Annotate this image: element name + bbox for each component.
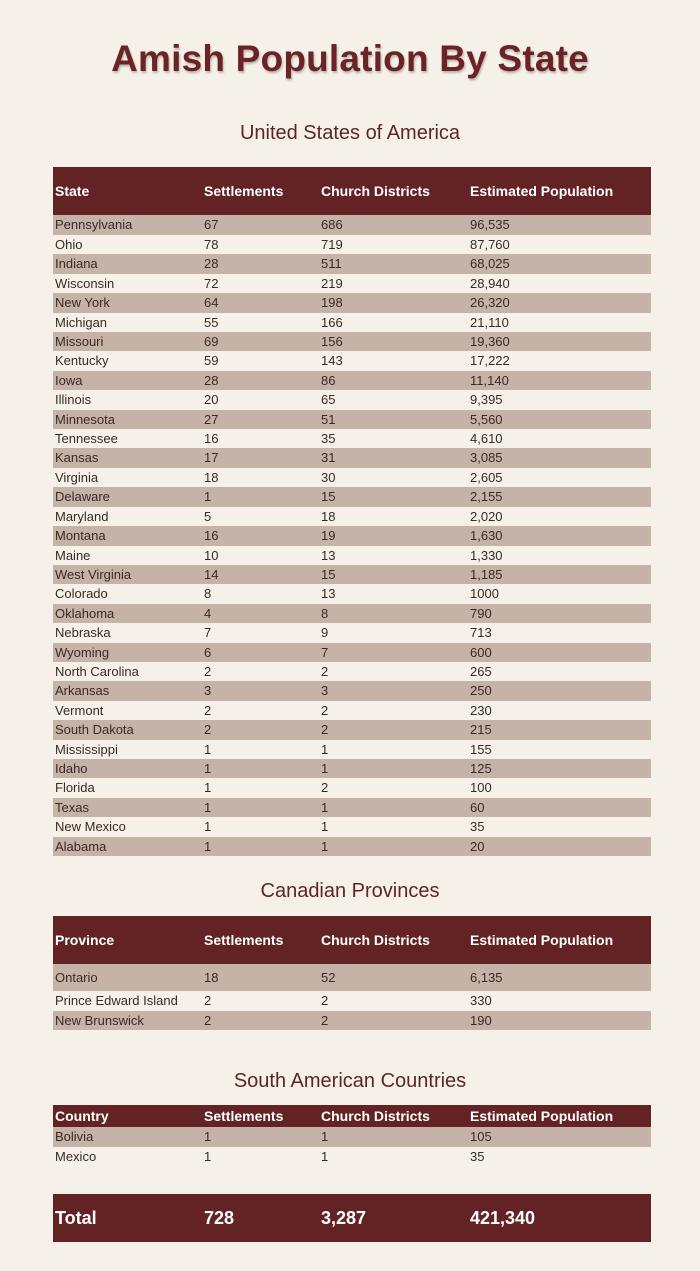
- table-cell: Illinois: [53, 390, 202, 409]
- table-cell: 13: [319, 584, 468, 603]
- table-cell: 10: [202, 546, 319, 565]
- table-cell: 190: [468, 1011, 651, 1031]
- table-row: [53, 817, 651, 836]
- table-row: [53, 964, 651, 991]
- table-cell: 166: [319, 313, 468, 332]
- table-row: [53, 235, 651, 254]
- table-cell: 215: [468, 720, 651, 739]
- table-cell: 2: [202, 662, 319, 681]
- table-row: [53, 565, 651, 584]
- table-row: [53, 720, 651, 739]
- table-cell: 1: [319, 759, 468, 778]
- table-cell: 51: [319, 410, 468, 429]
- table-cell: 1: [319, 837, 468, 856]
- table-cell: Idaho: [53, 759, 202, 778]
- table-cell: 2: [319, 778, 468, 797]
- table-cell: 143: [319, 351, 468, 370]
- table-cell: 330: [468, 991, 651, 1011]
- table-cell: Tennessee: [53, 429, 202, 448]
- table-cell: 686: [319, 215, 468, 235]
- total-row: [53, 1194, 651, 1242]
- table-row: [53, 837, 651, 856]
- table-cell: Maryland: [53, 507, 202, 526]
- table-cell: 86: [319, 371, 468, 390]
- column-header: Province: [53, 916, 202, 964]
- table-cell: Maine: [53, 546, 202, 565]
- table-cell: 1: [319, 1127, 468, 1147]
- table-cell: 60: [468, 798, 651, 817]
- table-cell: 52: [319, 964, 468, 991]
- table-cell: Kansas: [53, 448, 202, 467]
- table-cell: 1: [202, 759, 319, 778]
- table-cell: 6,135: [468, 964, 651, 991]
- table-cell: 18: [319, 507, 468, 526]
- total-church-districts: 3,287: [319, 1194, 468, 1242]
- table-cell: 13: [319, 546, 468, 565]
- table-cell: 1: [202, 487, 319, 506]
- table-cell: 28: [202, 254, 319, 273]
- total-label: Total: [53, 1194, 202, 1242]
- table-cell: 2: [202, 701, 319, 720]
- table-cell: 2: [319, 1011, 468, 1031]
- table-cell: Texas: [53, 798, 202, 817]
- table-cell: 2: [319, 991, 468, 1011]
- table-cell: 17,222: [468, 351, 651, 370]
- usa-section-title: United States of America: [239, 122, 461, 144]
- table-cell: 17: [202, 448, 319, 467]
- table-cell: Colorado: [53, 584, 202, 603]
- column-header: Church Districts: [319, 167, 468, 215]
- table-row: [53, 468, 651, 487]
- total-population: 421,340: [468, 1194, 651, 1242]
- table-row: [53, 526, 651, 545]
- table-row: [53, 448, 651, 467]
- table-cell: 2,020: [468, 507, 651, 526]
- table-cell: 1: [319, 798, 468, 817]
- table-cell: 15: [319, 487, 468, 506]
- table-cell: 219: [319, 274, 468, 293]
- table-cell: 100: [468, 778, 651, 797]
- table-cell: 790: [468, 604, 651, 623]
- table-cell: South Dakota: [53, 720, 202, 739]
- table-row: [53, 759, 651, 778]
- table-cell: 1: [319, 817, 468, 836]
- table-row: [53, 254, 651, 273]
- page-title: Amish Population By State: [111, 38, 589, 79]
- table-cell: Montana: [53, 526, 202, 545]
- table-cell: 20: [202, 390, 319, 409]
- table-cell: 1,330: [468, 546, 651, 565]
- table-cell: 8: [319, 604, 468, 623]
- canada-table-header: [53, 916, 651, 964]
- table-cell: 1,185: [468, 565, 651, 584]
- table-cell: Florida: [53, 778, 202, 797]
- column-header: Church Districts: [319, 916, 468, 964]
- table-cell: 2: [319, 701, 468, 720]
- table-cell: Iowa: [53, 371, 202, 390]
- total-table: [53, 1194, 651, 1242]
- table-cell: Indiana: [53, 254, 202, 273]
- table-cell: 2: [202, 1011, 319, 1031]
- table-cell: Oklahoma: [53, 604, 202, 623]
- table-row: [53, 643, 651, 662]
- table-cell: 7: [319, 643, 468, 662]
- table-row: [53, 623, 651, 642]
- table-cell: 35: [468, 817, 651, 836]
- table-cell: 31: [319, 448, 468, 467]
- table-cell: 1: [202, 740, 319, 759]
- table-cell: 1: [319, 740, 468, 759]
- table-cell: 11,140: [468, 371, 651, 390]
- table-cell: 3: [319, 681, 468, 700]
- table-cell: 21,110: [468, 313, 651, 332]
- table-cell: 59: [202, 351, 319, 370]
- table-cell: 105: [468, 1127, 651, 1147]
- column-header: Estimated Population: [468, 1105, 651, 1127]
- table-cell: 2: [202, 991, 319, 1011]
- table-cell: 5,560: [468, 410, 651, 429]
- table-cell: Minnesota: [53, 410, 202, 429]
- table-row: [53, 332, 651, 351]
- table-row: [53, 662, 651, 681]
- table-cell: 55: [202, 313, 319, 332]
- table-cell: 7: [202, 623, 319, 642]
- table-cell: 2: [319, 720, 468, 739]
- column-header: Settlements: [202, 916, 319, 964]
- table-cell: Arkansas: [53, 681, 202, 700]
- table-cell: 3: [202, 681, 319, 700]
- table-cell: 713: [468, 623, 651, 642]
- table-row: [53, 293, 651, 312]
- table-cell: 14: [202, 565, 319, 584]
- table-cell: 16: [202, 429, 319, 448]
- table-cell: New Brunswick: [53, 1011, 202, 1031]
- table-cell: 1: [202, 817, 319, 836]
- table-cell: 18: [202, 468, 319, 487]
- table-cell: 19: [319, 526, 468, 545]
- table-cell: Virginia: [53, 468, 202, 487]
- table-row: [53, 798, 651, 817]
- table-cell: 19,360: [468, 332, 651, 351]
- table-row: [53, 991, 651, 1011]
- table-cell: 26,320: [468, 293, 651, 312]
- table-cell: 155: [468, 740, 651, 759]
- table-cell: 28,940: [468, 274, 651, 293]
- table-cell: 156: [319, 332, 468, 351]
- table-cell: 20: [468, 837, 651, 856]
- table-cell: 15: [319, 565, 468, 584]
- table-cell: 4,610: [468, 429, 651, 448]
- column-header: Settlements: [202, 167, 319, 215]
- table-row: [53, 410, 651, 429]
- table-row: [53, 313, 651, 332]
- table-cell: Missouri: [53, 332, 202, 351]
- table-row: [53, 604, 651, 623]
- table-cell: 78: [202, 235, 319, 254]
- south-america-section-title: South American Countries: [233, 1070, 467, 1092]
- table-cell: 2,155: [468, 487, 651, 506]
- total-settlements: 728: [202, 1194, 319, 1242]
- table-cell: 3,085: [468, 448, 651, 467]
- table-cell: 87,760: [468, 235, 651, 254]
- table-cell: 9: [319, 623, 468, 642]
- table-cell: 1000: [468, 584, 651, 603]
- table-cell: Michigan: [53, 313, 202, 332]
- table-cell: 35: [319, 429, 468, 448]
- column-header: State: [53, 167, 202, 215]
- table-cell: Nebraska: [53, 623, 202, 642]
- table-row: [53, 507, 651, 526]
- column-header: Church Districts: [319, 1105, 468, 1127]
- usa-table-header: [53, 167, 651, 215]
- table-cell: New Mexico: [53, 817, 202, 836]
- table-row: [53, 390, 651, 409]
- table-cell: 230: [468, 701, 651, 720]
- table-cell: 1: [202, 778, 319, 797]
- column-header: Settlements: [202, 1105, 319, 1127]
- table-cell: 16: [202, 526, 319, 545]
- table-row: [53, 546, 651, 565]
- table-cell: 67: [202, 215, 319, 235]
- table-cell: 4: [202, 604, 319, 623]
- table-cell: 1: [202, 1147, 319, 1167]
- table-cell: 2: [202, 720, 319, 739]
- table-row: [53, 740, 651, 759]
- table-cell: 1,630: [468, 526, 651, 545]
- table-cell: North Carolina: [53, 662, 202, 681]
- table-row: [53, 274, 651, 293]
- table-row: [53, 351, 651, 370]
- column-header: Estimated Population: [468, 167, 651, 215]
- table-cell: 125: [468, 759, 651, 778]
- table-cell: 198: [319, 293, 468, 312]
- table-cell: 27: [202, 410, 319, 429]
- table-cell: Mississippi: [53, 740, 202, 759]
- table-cell: 65: [319, 390, 468, 409]
- table-cell: 265: [468, 662, 651, 681]
- table-cell: 28: [202, 371, 319, 390]
- table-cell: New York: [53, 293, 202, 312]
- table-cell: 1: [202, 1127, 319, 1147]
- canada-section-title: Canadian Provinces: [260, 880, 440, 902]
- table-cell: 1: [202, 798, 319, 817]
- canada-table: [53, 916, 651, 1030]
- table-cell: 511: [319, 254, 468, 273]
- table-cell: Ontario: [53, 964, 202, 991]
- table-cell: Alabama: [53, 837, 202, 856]
- table-row: [53, 584, 651, 603]
- table-cell: Wisconsin: [53, 274, 202, 293]
- south-america-table: [53, 1105, 651, 1166]
- table-row: [53, 215, 651, 235]
- south-america-table-header: [53, 1105, 651, 1127]
- table-row: [53, 1011, 651, 1031]
- table-cell: Pennsylvania: [53, 215, 202, 235]
- table-cell: Mexico: [53, 1147, 202, 1167]
- table-cell: 8: [202, 584, 319, 603]
- table-cell: Wyoming: [53, 643, 202, 662]
- table-row: [53, 778, 651, 797]
- table-cell: 35: [468, 1147, 651, 1167]
- table-row: [53, 701, 651, 720]
- table-cell: Delaware: [53, 487, 202, 506]
- table-cell: 719: [319, 235, 468, 254]
- table-row: [53, 1127, 651, 1147]
- table-cell: 9,395: [468, 390, 651, 409]
- table-cell: 64: [202, 293, 319, 312]
- table-cell: 68,025: [468, 254, 651, 273]
- table-cell: Ohio: [53, 235, 202, 254]
- table-cell: 1: [202, 837, 319, 856]
- table-row: [53, 487, 651, 506]
- table-row: [53, 371, 651, 390]
- table-cell: 18: [202, 964, 319, 991]
- table-cell: 1: [319, 1147, 468, 1167]
- table-cell: 30: [319, 468, 468, 487]
- table-row: [53, 429, 651, 448]
- table-cell: 2,605: [468, 468, 651, 487]
- table-cell: 600: [468, 643, 651, 662]
- table-row: [53, 681, 651, 700]
- table-cell: 6: [202, 643, 319, 662]
- table-cell: Bolivia: [53, 1127, 202, 1147]
- table-cell: Vermont: [53, 701, 202, 720]
- column-header: Estimated Population: [468, 916, 651, 964]
- table-cell: Prince Edward Island: [53, 991, 202, 1011]
- usa-table: [53, 167, 651, 856]
- table-cell: 96,535: [468, 215, 651, 235]
- table-cell: Kentucky: [53, 351, 202, 370]
- table-row: [53, 1147, 651, 1167]
- table-cell: 72: [202, 274, 319, 293]
- table-cell: 2: [319, 662, 468, 681]
- table-cell: West Virginia: [53, 565, 202, 584]
- table-cell: 5: [202, 507, 319, 526]
- table-cell: 69: [202, 332, 319, 351]
- column-header: Country: [53, 1105, 202, 1127]
- table-cell: 250: [468, 681, 651, 700]
